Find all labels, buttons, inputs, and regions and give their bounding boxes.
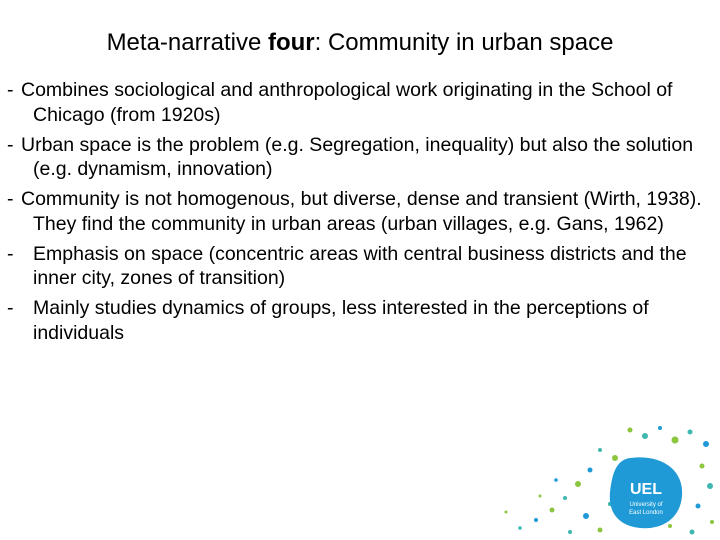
slide-title xyxy=(0,26,720,60)
bullet-list xyxy=(7,78,707,351)
dot-pattern xyxy=(505,426,715,535)
logo-line-2: East London xyxy=(629,510,663,516)
bullet-marker: - xyxy=(7,79,14,101)
bullet-text: Combines sociological and anthropological work originating in the School of Chicago (from 1920s) xyxy=(21,79,673,126)
bullet-item xyxy=(7,242,707,291)
bullet-item xyxy=(7,133,707,182)
bullet-item xyxy=(7,78,707,127)
bullet-item xyxy=(7,296,707,345)
bullet-marker: - xyxy=(7,188,14,210)
title-suffix: : Community in urban space xyxy=(314,29,614,56)
bullet-text: Mainly studies dynamics of groups, less interested in the perceptions of individuals xyxy=(33,297,649,344)
bullet-marker: - xyxy=(7,133,14,156)
bullet-text: Emphasis on space (concentric areas with central business districts and the inner city, zones of transition) xyxy=(33,242,687,289)
bullet-text: Urban space is the problem (e.g. Segregation, inequality) but also the solution (e.g. dynamism, innovation) xyxy=(21,133,694,180)
bullet-marker: - xyxy=(7,242,14,265)
uel-logo xyxy=(470,420,720,540)
bullet-marker: - xyxy=(7,297,14,319)
bullet-text: Community is not homogenous, but diverse, dense and transient (Wirth, 1938). They find the community in urban areas (urban villages, e.g. Gans, 1962) xyxy=(21,188,702,235)
title-prefix: Meta-narrative xyxy=(106,29,268,56)
logo-wordmark: UEL xyxy=(630,481,662,498)
title-emphasis: four xyxy=(267,29,315,56)
logo-line-1: University of xyxy=(629,502,663,508)
bullet-item xyxy=(7,187,707,236)
